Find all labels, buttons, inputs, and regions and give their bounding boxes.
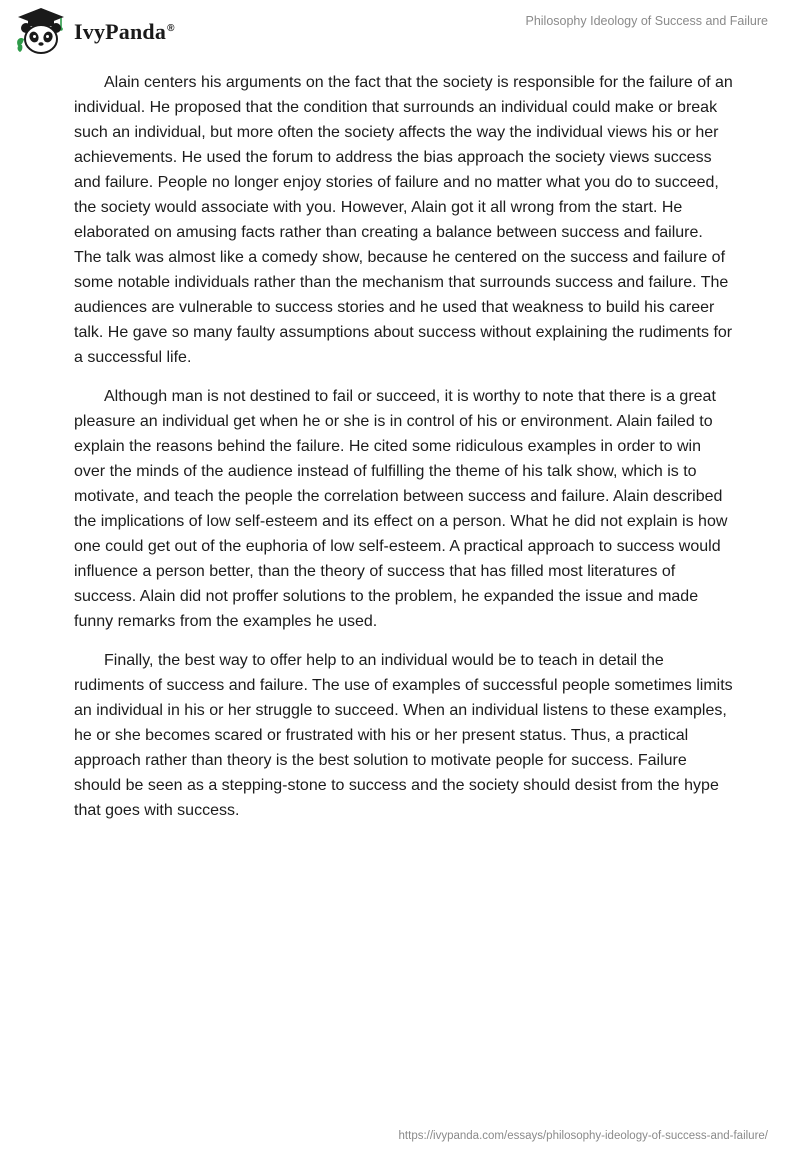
paragraph: Although man is not destined to fail or succeed, it is worthy to note that there is a great pleasure an individual get when he or she is in control of his or environment. Alain failed to explain the reasons behind the failure. He cited some ridiculous examples in order to win over the minds of the audience instead of fulfilling the theme of his talk show, which is to motivate, and teach the people the correlation between success and failure. Alain described the implications of low self-esteem and its effect on a person. What he did not explain is how one could get out of the euphoria of low self-esteem. A practical approach to success would influence a person better, than the theory of success that has filled most literatures of success. Alain did not proffer solutions to the problem, he expanded the issue and made funny remarks from the examples he used. <box>74 388 728 630</box>
source-url[interactable]: https://ivypanda.com/essays/philosophy-ideology-of-success-and-failure/ <box>398 1130 768 1142</box>
paragraph: Finally, the best way to offer help to an individual would be to teach in detail the rudiments of success and failure. The use of examples of successful people sometimes limits an individual in his or her struggle to succeed. When an individual listens to these examples, he or she becomes scared or frustrated with his or her present status. Thus, a practical approach rather than theory is the best solution to motivate people for success. Failure should be seen as a stepping-stone to success and the society should desist from the hype that goes with success. <box>74 652 733 819</box>
essay-body <box>74 70 734 837</box>
panda-logo-icon <box>14 6 68 56</box>
brand-logo[interactable] <box>14 6 175 56</box>
document-title: Philosophy Ideology of Success and Failure <box>525 14 768 28</box>
registered-mark: ® <box>167 22 175 34</box>
page-header <box>0 0 800 70</box>
paragraph: Alain centers his arguments on the fact that the society is responsible for the failure of an individual. He proposed that the condition that surrounds an individual could make or break such an individual, but more often the society affects the way the individual views his or her achievements. He used the forum to address the bias approach the society views success and failure. People no longer enjoy stories of failure and no matter what you do to succeed, the society would associate with you. However, Alain got it all wrong from the start. He elaborated on amusing facts rather than creating a balance between success and failure. The talk was almost like a comedy show, because he centered on the success and failure of some notable individuals rather than the mechanism that surrounds success and failure. The audiences are vulnerable to success stories and he used that weakness to build his career talk. He gave so many faulty assumptions about success without explaining the rudiments for a successful life. <box>74 74 733 366</box>
brand-name: IvyPanda® <box>74 19 175 44</box>
